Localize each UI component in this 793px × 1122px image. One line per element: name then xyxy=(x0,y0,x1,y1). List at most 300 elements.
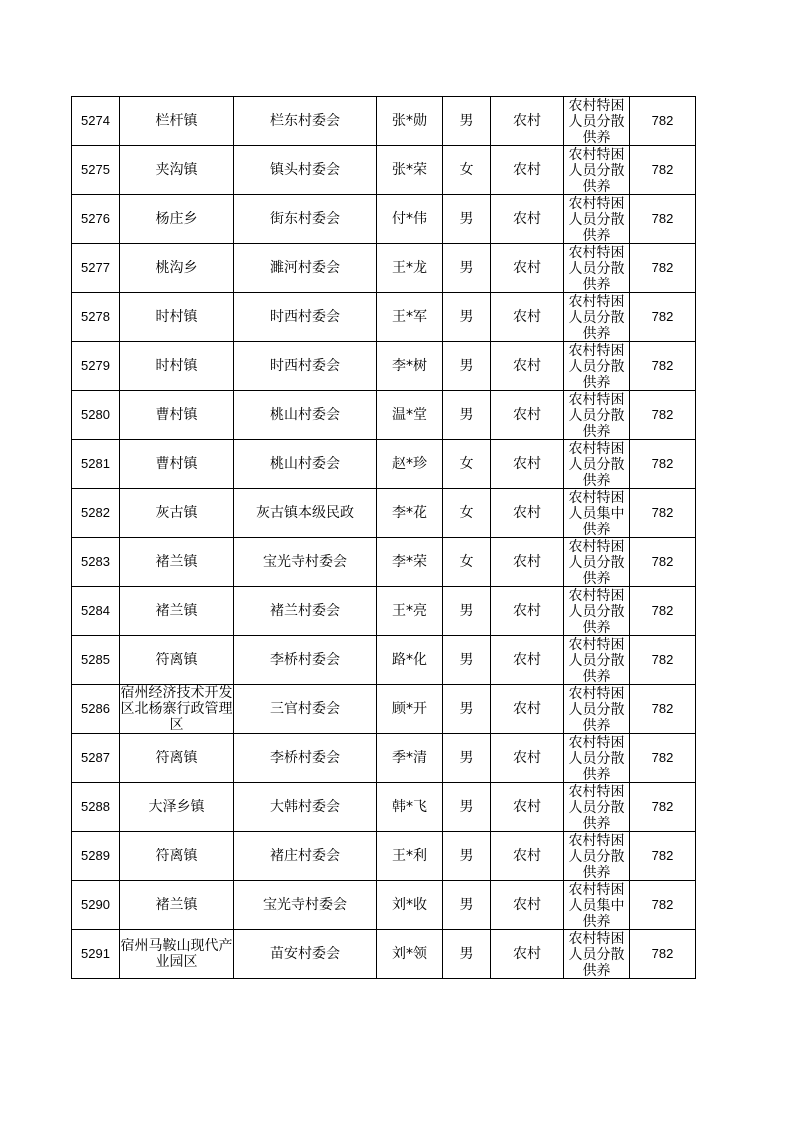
amount-cell xyxy=(630,391,696,440)
serial-number-text: 5288 xyxy=(81,799,110,814)
area-type-cell xyxy=(491,587,564,636)
area-type-cell xyxy=(491,930,564,979)
person-name-cell xyxy=(377,685,443,734)
support-category-cell xyxy=(564,97,630,146)
area-type-text: 农村 xyxy=(513,946,541,962)
township-cell xyxy=(120,783,234,832)
gender-text: 男 xyxy=(459,260,474,276)
village-committee-cell xyxy=(234,832,377,881)
village-committee-text: 褚庄村委会 xyxy=(270,848,340,864)
village-committee-text: 桃山村委会 xyxy=(270,456,340,472)
person-name-text: 刘*收 xyxy=(392,897,427,913)
gender-text: 男 xyxy=(459,358,474,374)
person-name-cell xyxy=(377,881,443,930)
village-committee-cell xyxy=(234,538,377,587)
township-cell xyxy=(120,734,234,783)
township-text: 杨庄乡 xyxy=(155,211,198,227)
person-name-text: 温*堂 xyxy=(392,407,427,423)
person-name-text: 季*清 xyxy=(392,750,427,766)
gender-text: 男 xyxy=(459,897,474,913)
serial-number-cell xyxy=(72,636,120,685)
support-category-text: 农村特困人员分散供养 xyxy=(568,245,625,292)
amount-cell xyxy=(630,685,696,734)
village-committee-text: 李桥村委会 xyxy=(270,652,340,668)
person-name-text: 李*花 xyxy=(392,505,427,521)
area-type-cell xyxy=(491,342,564,391)
serial-number-cell xyxy=(72,293,120,342)
gender-text: 男 xyxy=(459,309,474,325)
area-type-cell xyxy=(491,391,564,440)
area-type-text: 农村 xyxy=(513,603,541,619)
township-cell xyxy=(120,685,234,734)
support-category-text: 农村特困人员集中供养 xyxy=(568,490,625,537)
amount-cell xyxy=(630,636,696,685)
support-category-text: 农村特困人员分散供养 xyxy=(568,931,625,978)
village-committee-cell xyxy=(234,195,377,244)
person-name-text: 王*龙 xyxy=(392,260,427,276)
area-type-text: 农村 xyxy=(513,505,541,521)
township-text: 曹村镇 xyxy=(155,456,198,472)
serial-number-cell xyxy=(72,538,120,587)
support-category-text: 农村特困人员分散供养 xyxy=(568,539,625,586)
support-category-cell xyxy=(564,734,630,783)
gender-cell xyxy=(443,734,491,783)
table-row xyxy=(72,391,696,440)
table-row xyxy=(72,636,696,685)
township-text: 灰古镇 xyxy=(155,505,198,521)
amount-cell xyxy=(630,489,696,538)
amount-text: 782 xyxy=(651,260,674,275)
gender-text: 男 xyxy=(459,946,474,962)
person-name-cell xyxy=(377,930,443,979)
amount-text: 782 xyxy=(651,701,674,716)
village-committee-text: 宝光寺村委会 xyxy=(263,554,347,570)
table-row xyxy=(72,146,696,195)
gender-text: 男 xyxy=(459,113,474,129)
serial-number-cell xyxy=(72,783,120,832)
serial-number-cell xyxy=(72,440,120,489)
table-row xyxy=(72,881,696,930)
village-committee-cell xyxy=(234,930,377,979)
table-row xyxy=(72,783,696,832)
area-type-cell xyxy=(491,195,564,244)
area-type-cell xyxy=(491,832,564,881)
person-name-text: 付*伟 xyxy=(392,211,427,227)
person-name-text: 张*勋 xyxy=(392,113,427,129)
village-committee-text: 时西村委会 xyxy=(270,358,340,374)
support-category-text: 农村特困人员分散供养 xyxy=(568,686,625,733)
area-type-text: 农村 xyxy=(513,848,541,864)
amount-text: 782 xyxy=(651,456,674,471)
support-category-cell xyxy=(564,342,630,391)
gender-cell xyxy=(443,636,491,685)
township-cell xyxy=(120,636,234,685)
village-committee-cell xyxy=(234,391,377,440)
area-type-text: 农村 xyxy=(513,554,541,570)
person-name-text: 赵*珍 xyxy=(392,456,427,472)
area-type-cell xyxy=(491,293,564,342)
gender-text: 女 xyxy=(459,554,474,570)
serial-number-text: 5291 xyxy=(81,946,110,961)
township-text: 桃沟乡 xyxy=(155,260,198,276)
person-name-cell xyxy=(377,587,443,636)
person-name-cell xyxy=(377,391,443,440)
person-name-cell xyxy=(377,342,443,391)
gender-text: 男 xyxy=(459,848,474,864)
table-row xyxy=(72,587,696,636)
serial-number-cell xyxy=(72,391,120,440)
table-body xyxy=(72,97,696,979)
support-category-cell xyxy=(564,391,630,440)
village-committee-cell xyxy=(234,587,377,636)
amount-cell xyxy=(630,195,696,244)
serial-number-text: 5280 xyxy=(81,407,110,422)
village-committee-text: 三官村委会 xyxy=(270,701,340,717)
area-type-cell xyxy=(491,685,564,734)
area-type-text: 农村 xyxy=(513,750,541,766)
support-category-text: 农村特困人员分散供养 xyxy=(568,784,625,831)
support-category-text: 农村特困人员分散供养 xyxy=(568,735,625,782)
person-name-cell xyxy=(377,832,443,881)
township-cell xyxy=(120,293,234,342)
area-type-text: 农村 xyxy=(513,456,541,472)
township-cell xyxy=(120,146,234,195)
area-type-text: 农村 xyxy=(513,309,541,325)
gender-text: 男 xyxy=(459,211,474,227)
serial-number-cell xyxy=(72,489,120,538)
support-category-text: 农村特困人员分散供养 xyxy=(568,637,625,684)
serial-number-text: 5287 xyxy=(81,750,110,765)
gender-text: 女 xyxy=(459,505,474,521)
amount-cell xyxy=(630,244,696,293)
amount-text: 782 xyxy=(651,162,674,177)
township-cell xyxy=(120,832,234,881)
table-row xyxy=(72,342,696,391)
support-category-text: 农村特困人员集中供养 xyxy=(568,882,625,929)
serial-number-cell xyxy=(72,146,120,195)
support-category-text: 农村特困人员分散供养 xyxy=(568,343,625,390)
support-category-cell xyxy=(564,244,630,293)
gender-cell xyxy=(443,391,491,440)
amount-text: 782 xyxy=(651,309,674,324)
table-row xyxy=(72,832,696,881)
table-row xyxy=(72,195,696,244)
gender-cell xyxy=(443,489,491,538)
support-category-cell xyxy=(564,538,630,587)
township-cell xyxy=(120,489,234,538)
village-committee-text: 大韩村委会 xyxy=(270,799,340,815)
area-type-text: 农村 xyxy=(513,260,541,276)
village-committee-cell xyxy=(234,293,377,342)
support-category-cell xyxy=(564,881,630,930)
gender-cell xyxy=(443,97,491,146)
area-type-cell xyxy=(491,538,564,587)
serial-number-text: 5274 xyxy=(81,113,110,128)
township-cell xyxy=(120,244,234,293)
serial-number-cell xyxy=(72,930,120,979)
village-committee-cell xyxy=(234,146,377,195)
area-type-cell xyxy=(491,489,564,538)
village-committee-cell xyxy=(234,685,377,734)
amount-cell xyxy=(630,146,696,195)
gender-cell xyxy=(443,930,491,979)
gender-text: 男 xyxy=(459,652,474,668)
gender-text: 女 xyxy=(459,456,474,472)
village-committee-cell xyxy=(234,636,377,685)
amount-cell xyxy=(630,97,696,146)
area-type-cell xyxy=(491,146,564,195)
amount-text: 782 xyxy=(651,848,674,863)
township-cell xyxy=(120,587,234,636)
table-row xyxy=(72,244,696,293)
township-cell xyxy=(120,538,234,587)
area-type-cell xyxy=(491,783,564,832)
village-committee-text: 时西村委会 xyxy=(270,309,340,325)
serial-number-text: 5277 xyxy=(81,260,110,275)
amount-cell xyxy=(630,783,696,832)
serial-number-cell xyxy=(72,97,120,146)
person-name-text: 顾*开 xyxy=(392,701,427,717)
village-committee-cell xyxy=(234,734,377,783)
serial-number-text: 5281 xyxy=(81,456,110,471)
person-name-text: 王*亮 xyxy=(392,603,427,619)
township-text: 夹沟镇 xyxy=(155,162,198,178)
person-name-text: 路*化 xyxy=(392,652,427,668)
amount-text: 782 xyxy=(651,358,674,373)
area-type-text: 农村 xyxy=(513,897,541,913)
area-type-text: 农村 xyxy=(513,407,541,423)
person-name-cell xyxy=(377,440,443,489)
person-name-text: 李*荣 xyxy=(392,554,427,570)
gender-cell xyxy=(443,832,491,881)
area-type-cell xyxy=(491,881,564,930)
gender-cell xyxy=(443,244,491,293)
support-category-text: 农村特困人员分散供养 xyxy=(568,196,625,243)
area-type-text: 农村 xyxy=(513,701,541,717)
township-text: 褚兰镇 xyxy=(155,603,198,619)
support-category-text: 农村特困人员分散供养 xyxy=(568,294,625,341)
township-text: 曹村镇 xyxy=(155,407,198,423)
amount-text: 782 xyxy=(651,652,674,667)
village-committee-cell xyxy=(234,440,377,489)
person-name-text: 李*树 xyxy=(392,358,427,374)
table-row xyxy=(72,685,696,734)
support-category-text: 农村特困人员分散供养 xyxy=(568,147,625,194)
table-row xyxy=(72,930,696,979)
township-cell xyxy=(120,195,234,244)
amount-text: 782 xyxy=(651,407,674,422)
serial-number-text: 5278 xyxy=(81,309,110,324)
amount-cell xyxy=(630,538,696,587)
gender-cell xyxy=(443,342,491,391)
support-category-cell xyxy=(564,146,630,195)
amount-cell xyxy=(630,293,696,342)
township-cell xyxy=(120,930,234,979)
township-text: 褚兰镇 xyxy=(155,554,198,570)
village-committee-text: 李桥村委会 xyxy=(270,750,340,766)
township-text: 符离镇 xyxy=(155,750,198,766)
serial-number-cell xyxy=(72,244,120,293)
serial-number-cell xyxy=(72,881,120,930)
gender-cell xyxy=(443,587,491,636)
area-type-cell xyxy=(491,734,564,783)
person-name-cell xyxy=(377,734,443,783)
gender-cell xyxy=(443,293,491,342)
person-name-cell xyxy=(377,489,443,538)
support-category-text: 农村特困人员分散供养 xyxy=(568,392,625,439)
person-name-cell xyxy=(377,195,443,244)
village-committee-cell xyxy=(234,342,377,391)
village-committee-text: 灰古镇本级民政 xyxy=(256,505,354,521)
gender-cell xyxy=(443,440,491,489)
area-type-text: 农村 xyxy=(513,358,541,374)
gender-text: 男 xyxy=(459,799,474,815)
amount-text: 782 xyxy=(651,946,674,961)
serial-number-text: 5285 xyxy=(81,652,110,667)
table-row xyxy=(72,489,696,538)
support-category-cell xyxy=(564,587,630,636)
village-committee-text: 镇头村委会 xyxy=(270,162,340,178)
gender-cell xyxy=(443,783,491,832)
village-committee-cell xyxy=(234,97,377,146)
gender-cell xyxy=(443,146,491,195)
township-text: 符离镇 xyxy=(155,848,198,864)
support-category-cell xyxy=(564,293,630,342)
village-committee-text: 濉河村委会 xyxy=(270,260,340,276)
township-text: 符离镇 xyxy=(155,652,198,668)
amount-text: 782 xyxy=(651,603,674,618)
support-category-text: 农村特困人员分散供养 xyxy=(568,441,625,488)
beneficiary-table xyxy=(71,96,696,979)
area-type-text: 农村 xyxy=(513,162,541,178)
village-committee-text: 苗安村委会 xyxy=(270,946,340,962)
support-category-cell xyxy=(564,685,630,734)
area-type-text: 农村 xyxy=(513,799,541,815)
township-text: 宿州马鞍山现代产业园区 xyxy=(120,938,233,970)
table-row xyxy=(72,538,696,587)
township-cell xyxy=(120,391,234,440)
person-name-cell xyxy=(377,244,443,293)
person-name-text: 韩*飞 xyxy=(392,799,427,815)
amount-text: 782 xyxy=(651,113,674,128)
person-name-text: 张*荣 xyxy=(392,162,427,178)
amount-text: 782 xyxy=(651,750,674,765)
serial-number-cell xyxy=(72,734,120,783)
gender-text: 女 xyxy=(459,162,474,178)
amount-cell xyxy=(630,342,696,391)
area-type-text: 农村 xyxy=(513,113,541,129)
township-text: 时村镇 xyxy=(155,309,198,325)
support-category-text: 农村特困人员分散供养 xyxy=(568,98,625,145)
gender-cell xyxy=(443,195,491,244)
serial-number-cell xyxy=(72,587,120,636)
serial-number-text: 5283 xyxy=(81,554,110,569)
serial-number-text: 5284 xyxy=(81,603,110,618)
village-committee-text: 栏东村委会 xyxy=(270,113,340,129)
support-category-cell xyxy=(564,783,630,832)
amount-text: 782 xyxy=(651,211,674,226)
amount-cell xyxy=(630,881,696,930)
serial-number-text: 5276 xyxy=(81,211,110,226)
support-category-cell xyxy=(564,489,630,538)
support-category-cell xyxy=(564,195,630,244)
township-text: 大泽乡镇 xyxy=(148,799,205,815)
village-committee-cell xyxy=(234,244,377,293)
person-name-cell xyxy=(377,97,443,146)
area-type-text: 农村 xyxy=(513,652,541,668)
township-cell xyxy=(120,97,234,146)
person-name-cell xyxy=(377,636,443,685)
village-committee-cell xyxy=(234,881,377,930)
area-type-cell xyxy=(491,440,564,489)
village-committee-cell xyxy=(234,489,377,538)
area-type-text: 农村 xyxy=(513,211,541,227)
village-committee-text: 褚兰村委会 xyxy=(270,603,340,619)
township-text: 褚兰镇 xyxy=(155,897,198,913)
gender-cell xyxy=(443,881,491,930)
serial-number-cell xyxy=(72,685,120,734)
serial-number-text: 5289 xyxy=(81,848,110,863)
township-cell xyxy=(120,881,234,930)
amount-cell xyxy=(630,440,696,489)
table-row xyxy=(72,734,696,783)
support-category-text: 农村特困人员分散供养 xyxy=(568,833,625,880)
person-name-text: 刘*领 xyxy=(392,946,427,962)
support-category-text: 农村特困人员分散供养 xyxy=(568,588,625,635)
table-row xyxy=(72,293,696,342)
amount-cell xyxy=(630,930,696,979)
gender-cell xyxy=(443,538,491,587)
serial-number-cell xyxy=(72,342,120,391)
township-text: 时村镇 xyxy=(155,358,198,374)
support-category-cell xyxy=(564,440,630,489)
serial-number-text: 5275 xyxy=(81,162,110,177)
gender-cell xyxy=(443,685,491,734)
amount-text: 782 xyxy=(651,505,674,520)
township-cell xyxy=(120,342,234,391)
area-type-cell xyxy=(491,244,564,293)
serial-number-text: 5282 xyxy=(81,505,110,520)
support-category-cell xyxy=(564,930,630,979)
amount-cell xyxy=(630,832,696,881)
gender-text: 男 xyxy=(459,603,474,619)
gender-text: 男 xyxy=(459,701,474,717)
gender-text: 男 xyxy=(459,407,474,423)
person-name-cell xyxy=(377,783,443,832)
serial-number-cell xyxy=(72,832,120,881)
village-committee-text: 街东村委会 xyxy=(270,211,340,227)
person-name-cell xyxy=(377,293,443,342)
amount-cell xyxy=(630,734,696,783)
person-name-cell xyxy=(377,146,443,195)
person-name-text: 王*军 xyxy=(392,309,427,325)
amount-text: 782 xyxy=(651,554,674,569)
serial-number-text: 5279 xyxy=(81,358,110,373)
serial-number-text: 5290 xyxy=(81,897,110,912)
township-text: 栏杆镇 xyxy=(155,113,198,129)
support-category-cell xyxy=(564,636,630,685)
support-category-cell xyxy=(564,832,630,881)
person-name-text: 王*利 xyxy=(392,848,427,864)
amount-cell xyxy=(630,587,696,636)
area-type-cell xyxy=(491,636,564,685)
village-committee-text: 桃山村委会 xyxy=(270,407,340,423)
township-cell xyxy=(120,440,234,489)
area-type-cell xyxy=(491,97,564,146)
serial-number-text: 5286 xyxy=(81,701,110,716)
amount-text: 782 xyxy=(651,799,674,814)
township-text: 宿州经济技术开发区北杨寨行政管理区 xyxy=(120,685,233,733)
